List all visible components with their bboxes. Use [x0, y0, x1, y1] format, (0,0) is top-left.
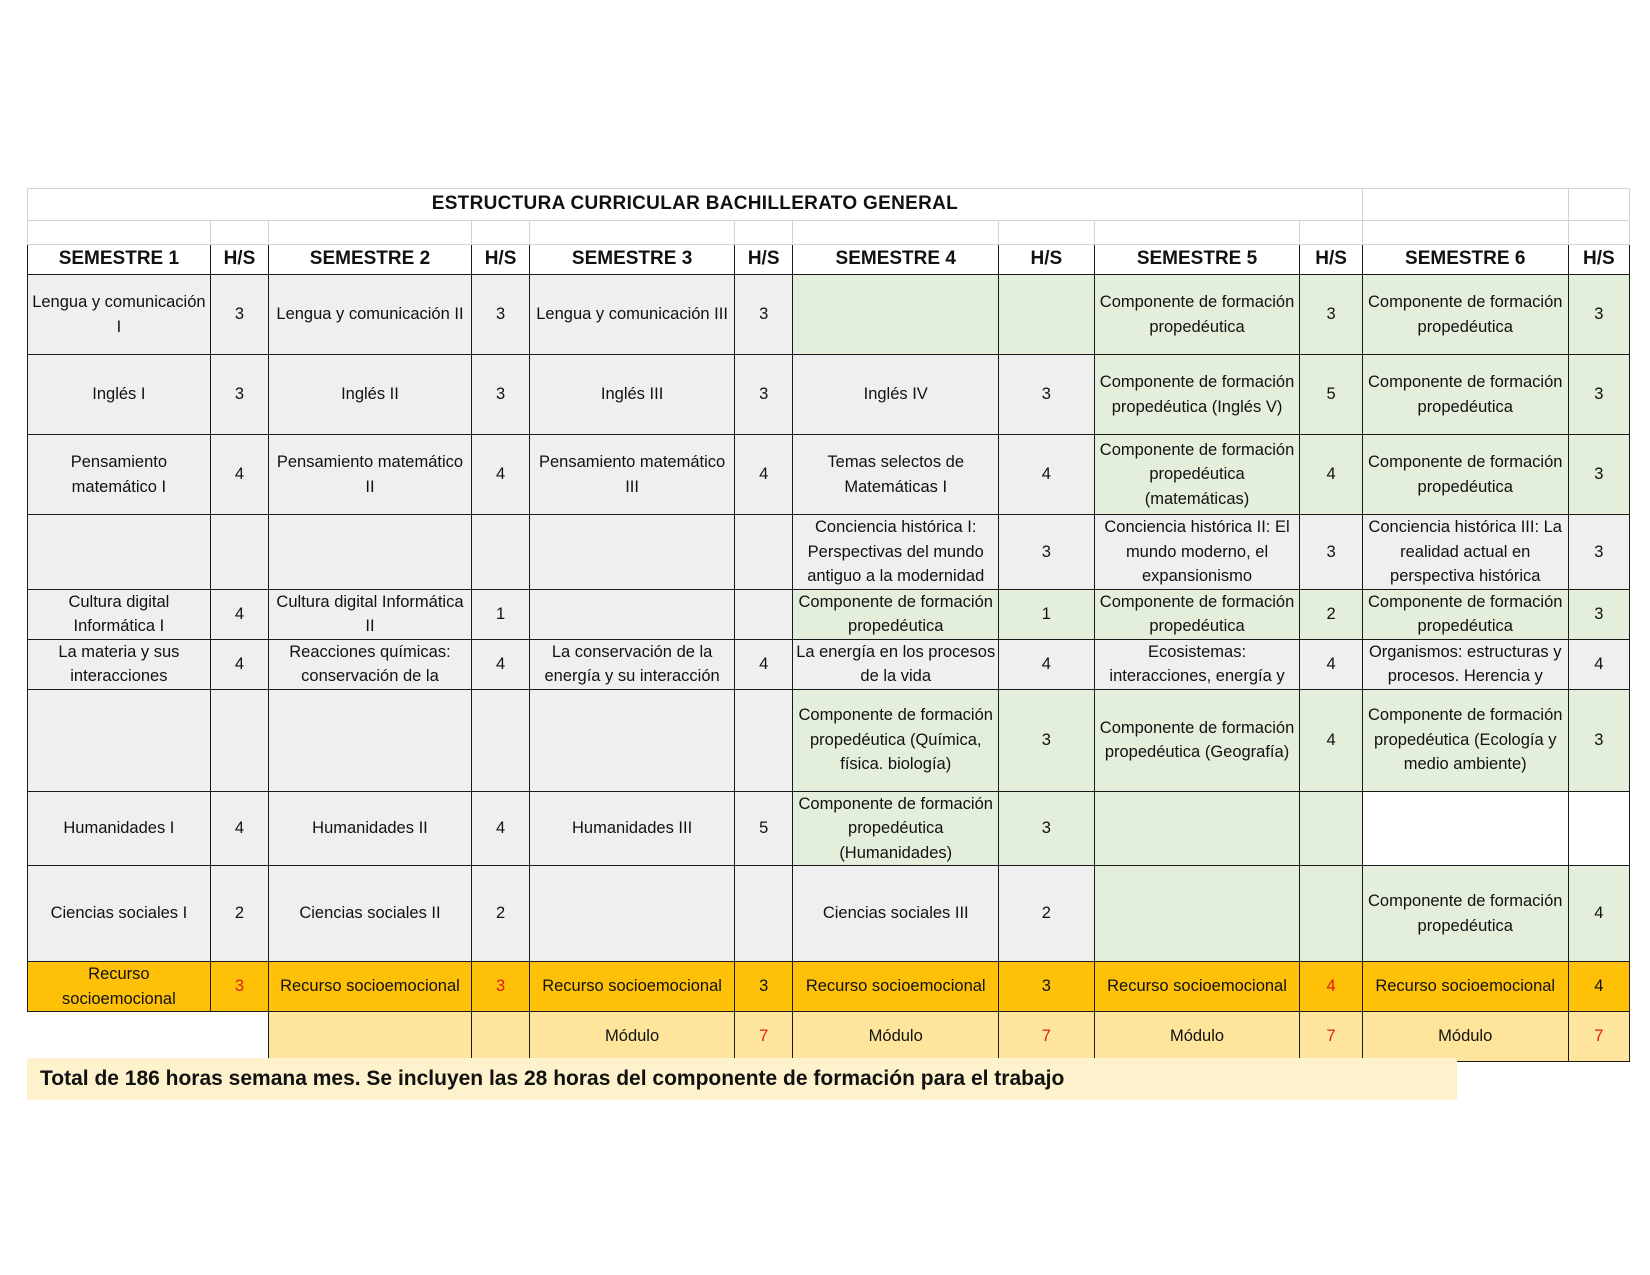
- table-row: [28, 791, 1630, 866]
- hours-cell: 4: [1300, 962, 1362, 1012]
- hours-cell: 3: [1568, 515, 1629, 590]
- blank-cell: [1362, 189, 1568, 221]
- hours-cell: 4: [210, 791, 268, 866]
- table-row: [28, 1012, 1630, 1062]
- hours-cell: [735, 689, 793, 791]
- subject-cell: [28, 689, 211, 791]
- subject-cell: [1094, 791, 1300, 866]
- subject-cell: [1094, 866, 1300, 962]
- subject-cell: [269, 1012, 472, 1062]
- subject-cell: Recurso socioemocional: [1094, 962, 1300, 1012]
- table-row: [28, 866, 1630, 962]
- header-hs: H/S: [471, 245, 529, 275]
- subject-cell: Cultura digital Informática II: [269, 589, 472, 639]
- hours-cell: [1300, 866, 1362, 962]
- subject-cell: Conciencia histórica II: El mundo moderno, el expansionismo: [1094, 515, 1300, 590]
- subject-cell: Componente de formación propedéutica: [1362, 435, 1568, 515]
- subject-cell: [530, 515, 735, 590]
- hours-cell: [471, 515, 529, 590]
- hours-cell: 4: [210, 639, 268, 689]
- subject-cell: Pensamiento matemático III: [530, 435, 735, 515]
- header-semestre-2: SEMESTRE 2: [269, 245, 472, 275]
- hours-cell: 7: [999, 1012, 1094, 1062]
- hours-cell: 4: [1568, 866, 1629, 962]
- subject-cell: La energía en los procesos de la vida: [793, 639, 999, 689]
- blank-cell: [210, 221, 268, 245]
- header-semestre-4: SEMESTRE 4: [793, 245, 999, 275]
- subject-cell: Conciencia histórica III: La realidad actual en perspectiva histórica: [1362, 515, 1568, 590]
- hours-cell: 3: [1568, 689, 1629, 791]
- hours-cell: [735, 515, 793, 590]
- subject-cell: Componente de formación propedéutica (Geografía): [1094, 689, 1300, 791]
- table-row: [28, 589, 1630, 639]
- blank-cell: [1362, 221, 1568, 245]
- table-row: [28, 689, 1630, 791]
- hours-cell: 3: [1568, 355, 1629, 435]
- subject-cell: Recurso socioemocional: [793, 962, 999, 1012]
- header-hs: H/S: [1300, 245, 1362, 275]
- subject-cell: Componente de formación propedéutica: [1362, 866, 1568, 962]
- subject-cell: [530, 689, 735, 791]
- subject-cell: Recurso socioemocional: [28, 962, 211, 1012]
- subject-cell: Componente de formación propedéutica: [1362, 275, 1568, 355]
- blank-cell: [1300, 221, 1362, 245]
- subject-cell: Módulo: [530, 1012, 735, 1062]
- header-hs: H/S: [735, 245, 793, 275]
- hours-cell: 4: [999, 639, 1094, 689]
- header-semestre-5: SEMESTRE 5: [1094, 245, 1300, 275]
- hours-cell: 4: [1568, 962, 1629, 1012]
- hours-cell: 4: [471, 639, 529, 689]
- blank-cell: [999, 221, 1094, 245]
- subject-cell: Ciencias sociales II: [269, 866, 472, 962]
- header-hs: H/S: [1568, 245, 1629, 275]
- table-row: [28, 639, 1630, 689]
- hours-cell: 2: [999, 866, 1094, 962]
- subject-cell: [269, 515, 472, 590]
- hours-cell: 7: [735, 1012, 793, 1062]
- subject-cell: Humanidades I: [28, 791, 211, 866]
- subject-cell: Lengua y comunicación I: [28, 275, 211, 355]
- hours-cell: [735, 589, 793, 639]
- subject-cell: [269, 689, 472, 791]
- hours-cell: 4: [1300, 639, 1362, 689]
- hours-cell: 2: [210, 866, 268, 962]
- header-semestre-1: SEMESTRE 1: [28, 245, 211, 275]
- blank-cell: [530, 221, 735, 245]
- curriculum-table: [27, 188, 1630, 1062]
- hours-cell: 3: [1568, 435, 1629, 515]
- hours-cell: 4: [999, 435, 1094, 515]
- subject-cell: Conciencia histórica I: Perspectivas del mundo antiguo a la modernidad: [793, 515, 999, 590]
- hours-cell: 7: [1568, 1012, 1629, 1062]
- hours-cell: [1300, 791, 1362, 866]
- hours-cell: 3: [735, 275, 793, 355]
- subject-cell: Pensamiento matemático II: [269, 435, 472, 515]
- subject-cell: Inglés II: [269, 355, 472, 435]
- hours-cell: 4: [735, 639, 793, 689]
- hours-cell: 5: [735, 791, 793, 866]
- table-row: [28, 435, 1630, 515]
- hours-cell: 3: [210, 275, 268, 355]
- hours-cell: 1: [471, 589, 529, 639]
- hours-cell: 4: [210, 435, 268, 515]
- hours-cell: 2: [471, 866, 529, 962]
- hours-cell: 4: [471, 435, 529, 515]
- subject-cell: Componente de formación propedéutica: [1094, 275, 1300, 355]
- hours-cell: 1: [999, 589, 1094, 639]
- subject-cell: Recurso socioemocional: [1362, 962, 1568, 1012]
- subject-cell: Inglés IV: [793, 355, 999, 435]
- subject-cell: Humanidades III: [530, 791, 735, 866]
- subject-cell: Ciencias sociales I: [28, 866, 211, 962]
- subject-cell: Componente de formación propedéutica (matemáticas): [1094, 435, 1300, 515]
- page-title: ESTRUCTURA CURRICULAR BACHILLERATO GENERAL: [28, 189, 1363, 221]
- hours-cell: [999, 275, 1094, 355]
- subject-cell: Módulo: [1094, 1012, 1300, 1062]
- blank-cell: [1568, 189, 1629, 221]
- hours-cell: 3: [471, 275, 529, 355]
- hours-cell: 3: [1568, 589, 1629, 639]
- subject-cell: Pensamiento matemático I: [28, 435, 211, 515]
- blank-cell: [1568, 221, 1629, 245]
- hours-cell: 3: [1300, 275, 1362, 355]
- subject-cell: La conservación de la energía y su interacción: [530, 639, 735, 689]
- total-hours-note: Total de 186 horas semana mes. Se incluyen las 28 horas del componente de formación para el trabajo: [27, 1058, 1457, 1100]
- hours-cell: 3: [735, 962, 793, 1012]
- subject-cell: [28, 515, 211, 590]
- subject-cell: Componente de formación propedéutica (Inglés V): [1094, 355, 1300, 435]
- header-semestre-6: SEMESTRE 6: [1362, 245, 1568, 275]
- blank-cell: [793, 221, 999, 245]
- hours-cell: 3: [999, 689, 1094, 791]
- subject-cell: Componente de formación propedéutica (Química, física. biología): [793, 689, 999, 791]
- subject-cell: Lengua y comunicación III: [530, 275, 735, 355]
- header-hs: H/S: [210, 245, 268, 275]
- blank-cell: [269, 221, 472, 245]
- subject-cell: Inglés III: [530, 355, 735, 435]
- hours-cell: [1568, 791, 1629, 866]
- table-row: [28, 355, 1630, 435]
- subject-cell: Componente de formación propedéutica: [1362, 589, 1568, 639]
- hours-cell: 4: [735, 435, 793, 515]
- hours-cell: [210, 1012, 268, 1062]
- subject-cell: Lengua y comunicación II: [269, 275, 472, 355]
- blank-cell: [735, 221, 793, 245]
- hours-cell: 3: [210, 962, 268, 1012]
- hours-cell: [210, 689, 268, 791]
- subject-cell: Módulo: [1362, 1012, 1568, 1062]
- hours-cell: 3: [999, 515, 1094, 590]
- hours-cell: 7: [1300, 1012, 1362, 1062]
- subject-cell: Organismos: estructuras y procesos. Herencia y: [1362, 639, 1568, 689]
- hours-cell: 4: [471, 791, 529, 866]
- hours-cell: [210, 515, 268, 590]
- table-row: [28, 962, 1630, 1012]
- subject-cell: [28, 1012, 211, 1062]
- subject-cell: Componente de formación propedéutica: [1362, 355, 1568, 435]
- subject-cell: Componente de formación propedéutica: [1094, 589, 1300, 639]
- header-hs: H/S: [999, 245, 1094, 275]
- hours-cell: [735, 866, 793, 962]
- subject-cell: Componente de formación propedéutica: [793, 589, 999, 639]
- subject-cell: Componente de formación propedéutica (Ecología y medio ambiente): [1362, 689, 1568, 791]
- hours-cell: 5: [1300, 355, 1362, 435]
- subject-cell: Ciencias sociales III: [793, 866, 999, 962]
- hours-cell: 4: [210, 589, 268, 639]
- subject-cell: [530, 866, 735, 962]
- table-row: [28, 275, 1630, 355]
- subject-cell: Cultura digital Informática I: [28, 589, 211, 639]
- subject-cell: Inglés I: [28, 355, 211, 435]
- hours-cell: 3: [471, 355, 529, 435]
- hours-cell: [471, 1012, 529, 1062]
- hours-cell: 3: [210, 355, 268, 435]
- header-semestre-3: SEMESTRE 3: [530, 245, 735, 275]
- hours-cell: 3: [999, 355, 1094, 435]
- subject-cell: [530, 589, 735, 639]
- subject-cell: Humanidades II: [269, 791, 472, 866]
- subject-cell: Ecosistemas: interacciones, energía y: [1094, 639, 1300, 689]
- hours-cell: [471, 689, 529, 791]
- hours-cell: 3: [999, 791, 1094, 866]
- table-row: [28, 515, 1630, 590]
- hours-cell: 3: [735, 355, 793, 435]
- subject-cell: Recurso socioemocional: [530, 962, 735, 1012]
- blank-cell: [1094, 221, 1300, 245]
- hours-cell: 3: [471, 962, 529, 1012]
- subject-cell: La materia y sus interacciones: [28, 639, 211, 689]
- subject-cell: Componente de formación propedéutica (Humanidades): [793, 791, 999, 866]
- hours-cell: 3: [1300, 515, 1362, 590]
- subject-cell: Reacciones químicas: conservación de la: [269, 639, 472, 689]
- hours-cell: 4: [1300, 689, 1362, 791]
- subject-cell: Módulo: [793, 1012, 999, 1062]
- subject-cell: [793, 275, 999, 355]
- subject-cell: Temas selectos de Matemáticas I: [793, 435, 999, 515]
- hours-cell: 3: [1568, 275, 1629, 355]
- blank-cell: [28, 221, 211, 245]
- hours-cell: 4: [1568, 639, 1629, 689]
- hours-cell: 3: [999, 962, 1094, 1012]
- hours-cell: 4: [1300, 435, 1362, 515]
- hours-cell: 2: [1300, 589, 1362, 639]
- subject-cell: [1362, 791, 1568, 866]
- blank-cell: [471, 221, 529, 245]
- subject-cell: Recurso socioemocional: [269, 962, 472, 1012]
